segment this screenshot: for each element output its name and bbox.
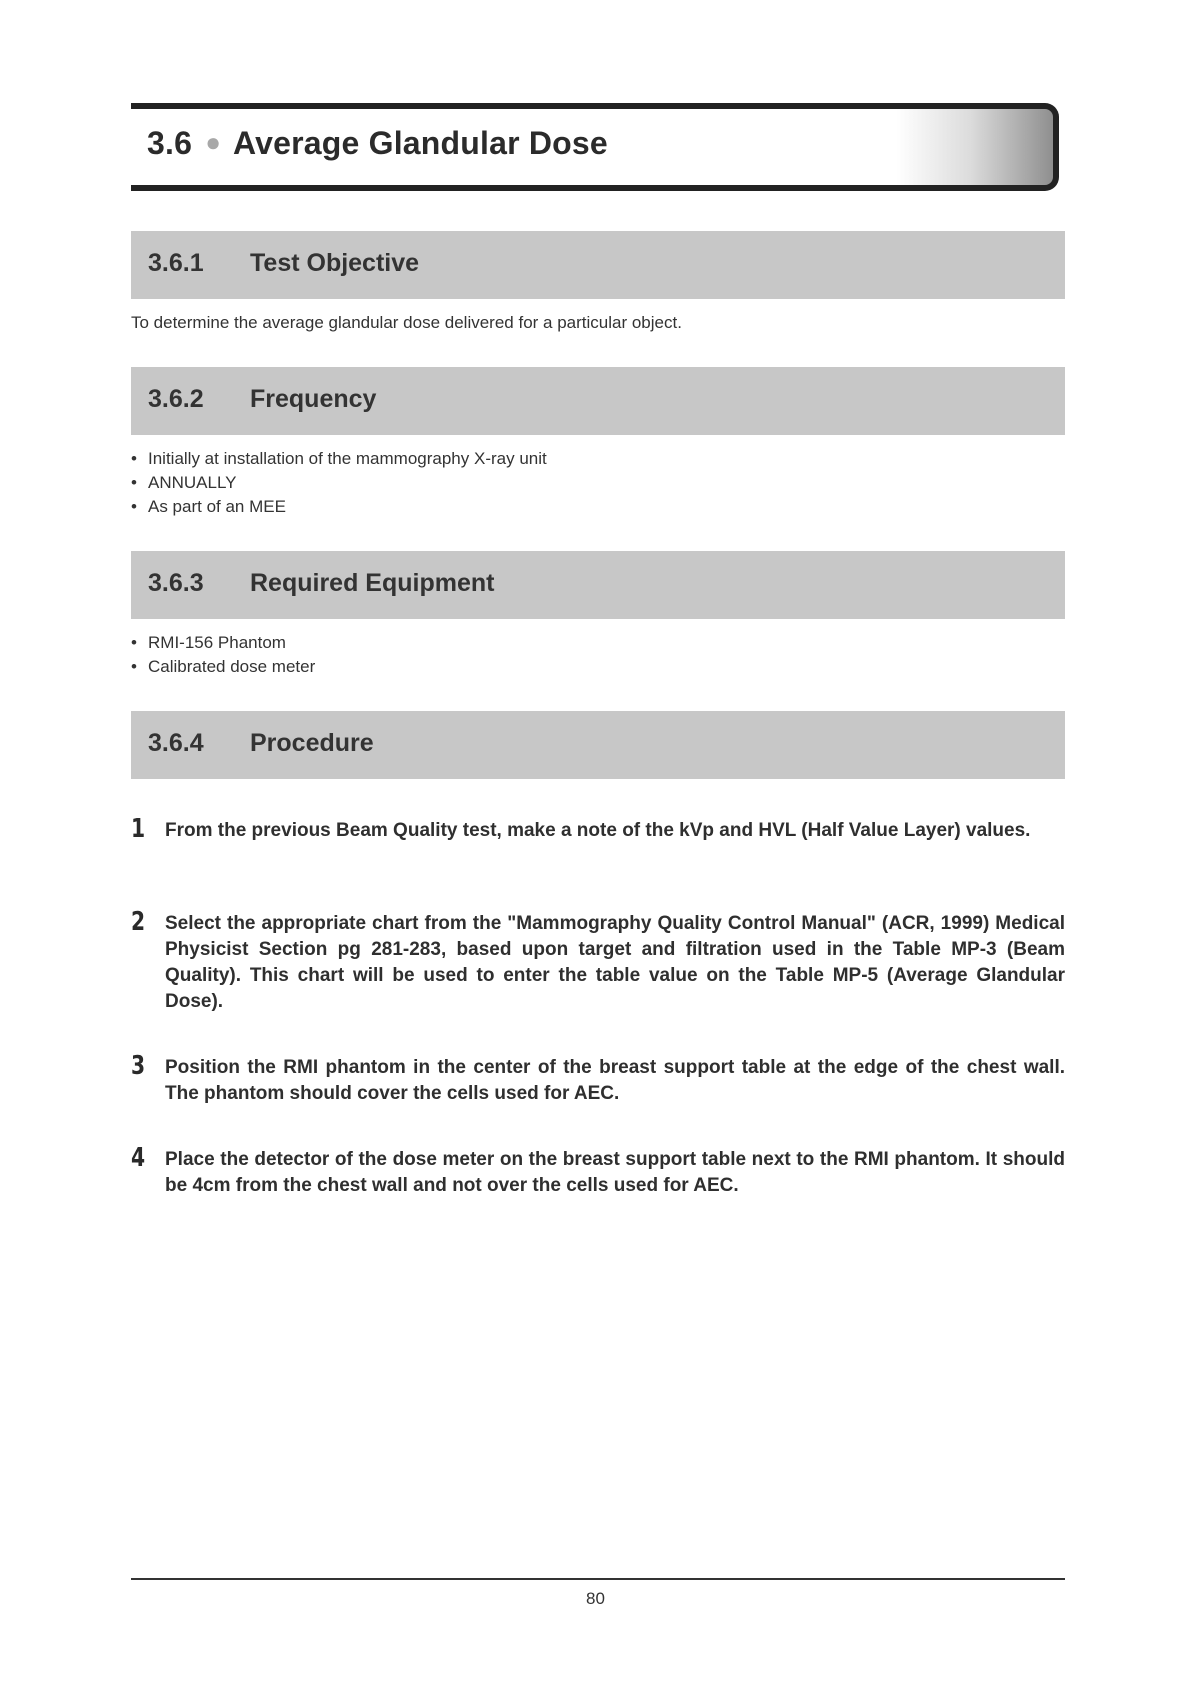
page-number: 80	[586, 1589, 605, 1608]
equipment-list	[131, 631, 315, 679]
list-item-text: RMI-156 Phantom	[148, 633, 286, 652]
section-title: Frequency	[250, 385, 377, 413]
step-text: Place the detector of the dose meter on the breast support table next to the RMI phantom. It should be 4cm from the chest wall and not over the cells used for AEC.	[165, 1149, 1065, 1196]
chapter-title	[147, 125, 608, 162]
procedure-step	[131, 1051, 1065, 1107]
list-item-text: ANNUALLY	[148, 473, 237, 492]
step-number: 3	[131, 1051, 146, 1081]
step-text: Position the RMI phantom in the center of the breast support table at the edge of the chest wall. The phantom should cover the cells used for AEC.	[165, 1057, 1065, 1104]
section-title: Procedure	[250, 729, 374, 757]
list-item	[131, 471, 547, 495]
list-item-text: As part of an MEE	[148, 497, 286, 516]
section-header-procedure	[131, 711, 1065, 779]
list-item-text: Initially at installation of the mammography X-ray unit	[148, 449, 547, 468]
step-number: 4	[131, 1143, 146, 1173]
section-title: Test Objective	[250, 249, 420, 277]
section-header-test-objective	[131, 231, 1065, 299]
chapter-title-text: Average Glandular Dose	[233, 125, 608, 161]
chapter-header	[131, 103, 1059, 191]
chapter-number: 3.6	[147, 125, 193, 161]
list-item	[131, 655, 315, 679]
section-number: 3.6.3	[148, 569, 204, 597]
section-header-frequency	[131, 367, 1065, 435]
bullet-icon: •	[131, 473, 137, 492]
list-item-text: Calibrated dose meter	[148, 657, 316, 676]
section-header-required-equipment	[131, 551, 1065, 619]
procedure-step	[131, 814, 1065, 844]
step-number: 1	[131, 814, 146, 844]
objective-text: To determine the average glandular dose delivered for a particular object.	[131, 313, 682, 332]
footer-divider	[131, 1578, 1065, 1580]
list-item	[131, 631, 315, 655]
section-number: 3.6.4	[148, 729, 204, 757]
procedure-step	[131, 907, 1065, 1015]
step-text: From the previous Beam Quality test, make a note of the kVp and HVL (Half Value Layer) values.	[165, 820, 1031, 841]
list-item	[131, 495, 547, 519]
bullet-icon: •	[131, 497, 137, 516]
section-number: 3.6.1	[148, 249, 204, 277]
bullet-icon: •	[131, 657, 137, 676]
section-title: Required Equipment	[250, 569, 495, 597]
procedure-step	[131, 1143, 1065, 1199]
frequency-list	[131, 447, 547, 519]
bullet-icon: •	[131, 633, 137, 652]
section-number: 3.6.2	[148, 385, 204, 413]
bullet-icon: •	[131, 449, 137, 468]
step-number: 2	[131, 907, 146, 937]
chapter-bullet-icon: ●	[205, 127, 222, 157]
step-text: Select the appropriate chart from the "Mammography Quality Control Manual" (ACR, 1999) Medical Physicist Section pg 281-283, based upon target and filtration used in the Table MP-3 (Beam Quality). This chart will be used to enter the table value on the Table MP-5 (Average Glandular Dose).	[165, 913, 1065, 1012]
list-item	[131, 447, 547, 471]
